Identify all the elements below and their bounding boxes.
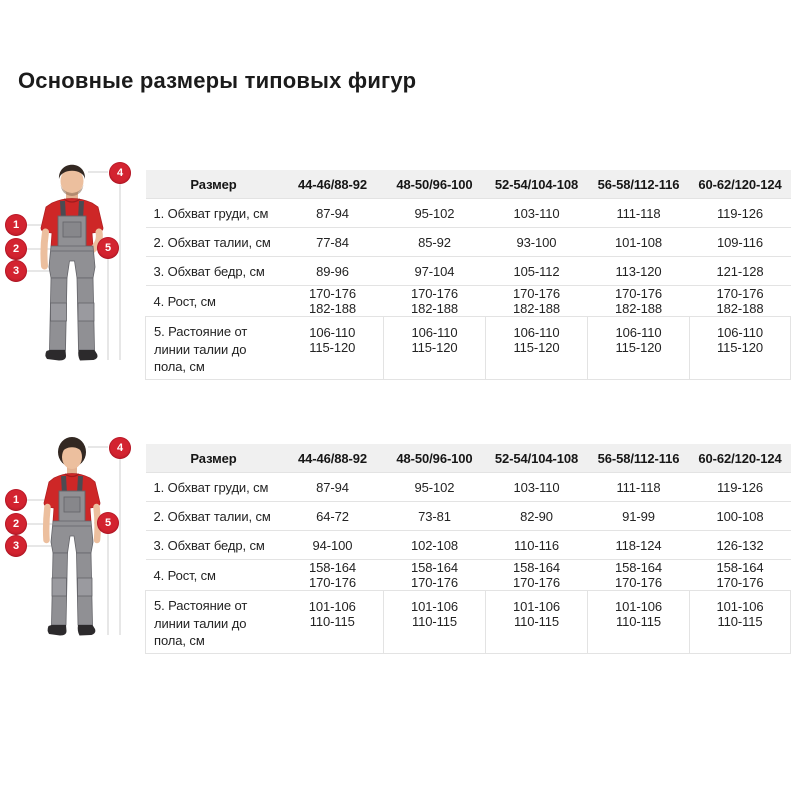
table-row	[146, 591, 791, 654]
size-column-header: 60-62/120-124	[690, 444, 791, 473]
callout-badge-3: 3	[5, 535, 27, 557]
table-row	[146, 502, 791, 531]
size-column-header: 48-50/96-100	[384, 444, 486, 473]
page-title: Основные размеры типовых фигур	[18, 68, 417, 93]
size-header-label: Размер	[146, 170, 282, 199]
size-cell: 82-90	[486, 502, 588, 531]
table-row	[146, 531, 791, 560]
size-cell: 89-96	[282, 257, 384, 286]
size-cell: 97-104	[384, 257, 486, 286]
size-header-label: Размер	[146, 444, 282, 473]
man-figure	[41, 165, 103, 361]
size-cell: 85-92	[384, 228, 486, 257]
size-cell: 105-112	[486, 257, 588, 286]
size-cell: 118-124	[588, 531, 690, 560]
size-cell: 158-164170-176	[486, 560, 588, 591]
size-cell: 106-110115-120	[282, 317, 384, 380]
row-label: 3. Обхват бедр, см	[146, 531, 282, 560]
size-cell: 87-94	[282, 199, 384, 228]
callout-badge-4: 4	[109, 162, 131, 184]
callout-badge-1: 1	[5, 489, 27, 511]
row-label: 5. Растояние от линии талии до пола, см	[146, 591, 282, 654]
size-cell: 64-72	[282, 502, 384, 531]
table-row	[146, 473, 791, 502]
size-cell: 170-176182-188	[690, 286, 791, 317]
size-cell: 101-106110-115	[690, 591, 791, 654]
size-cell: 87-94	[282, 473, 384, 502]
callout-badge-2: 2	[5, 513, 27, 535]
size-cell: 103-110	[486, 473, 588, 502]
table-row	[146, 228, 791, 257]
size-cell: 111-118	[588, 473, 690, 502]
size-cell: 101-106110-115	[282, 591, 384, 654]
size-column-header: 48-50/96-100	[384, 170, 486, 199]
size-cell: 158-164170-176	[690, 560, 791, 591]
table-row	[146, 286, 791, 317]
table-row	[146, 199, 791, 228]
callout-badge-3: 3	[5, 260, 27, 282]
size-cell: 77-84	[282, 228, 384, 257]
size-column-header: 60-62/120-124	[690, 170, 791, 199]
callout-badge-2: 2	[5, 238, 27, 260]
size-cell: 106-110115-120	[690, 317, 791, 380]
size-column-header: 52-54/104-108	[486, 444, 588, 473]
callout-badge-1: 1	[5, 214, 27, 236]
size-cell: 170-176182-188	[486, 286, 588, 317]
row-label: 1. Обхват груди, см	[146, 199, 282, 228]
size-cell: 91-99	[588, 502, 690, 531]
table-row	[146, 257, 791, 286]
woman-figure	[44, 437, 100, 636]
size-cell: 73-81	[384, 502, 486, 531]
size-column-header: 56-58/112-116	[588, 444, 690, 473]
size-column-header: 44-46/88-92	[282, 444, 384, 473]
woman-figure-area	[0, 420, 145, 645]
size-cell: 110-116	[486, 531, 588, 560]
size-cell: 119-126	[690, 199, 791, 228]
size-cell: 102-108	[384, 531, 486, 560]
row-label: 4. Рост, см	[146, 560, 282, 591]
women-size-table	[145, 444, 791, 654]
size-cell: 100-108	[690, 502, 791, 531]
table-row	[146, 560, 791, 591]
size-cell: 158-164170-176	[384, 560, 486, 591]
size-cell: 121-128	[690, 257, 791, 286]
size-cell: 93-100	[486, 228, 588, 257]
size-cell: 109-116	[690, 228, 791, 257]
size-cell: 106-110115-120	[384, 317, 486, 380]
size-cell: 126-132	[690, 531, 791, 560]
row-label: 2. Обхват талии, см	[146, 502, 282, 531]
size-cell: 158-164170-176	[588, 560, 690, 591]
size-cell: 170-176182-188	[384, 286, 486, 317]
size-cell: 101-106110-115	[588, 591, 690, 654]
man-figure-area	[0, 145, 145, 370]
size-cell: 101-108	[588, 228, 690, 257]
row-label: 5. Растояние от линии талии до пола, см	[146, 317, 282, 380]
size-column-header: 52-54/104-108	[486, 170, 588, 199]
callout-badge-5: 5	[97, 237, 119, 259]
row-label: 2. Обхват талии, см	[146, 228, 282, 257]
size-cell: 111-118	[588, 199, 690, 228]
size-cell: 119-126	[690, 473, 791, 502]
size-cell: 158-164170-176	[282, 560, 384, 591]
row-label: 4. Рост, см	[146, 286, 282, 317]
table-row	[146, 317, 791, 380]
row-label: 3. Обхват бедр, см	[146, 257, 282, 286]
size-column-header: 56-58/112-116	[588, 170, 690, 199]
size-cell: 94-100	[282, 531, 384, 560]
size-cell: 103-110	[486, 199, 588, 228]
callout-badge-4: 4	[109, 437, 131, 459]
size-cell: 106-110115-120	[486, 317, 588, 380]
men-size-table	[145, 170, 791, 380]
size-cell: 170-176182-188	[588, 286, 690, 317]
size-cell: 106-110115-120	[588, 317, 690, 380]
size-cell: 113-120	[588, 257, 690, 286]
size-column-header: 44-46/88-92	[282, 170, 384, 199]
row-label: 1. Обхват груди, см	[146, 473, 282, 502]
size-cell: 95-102	[384, 199, 486, 228]
size-cell: 95-102	[384, 473, 486, 502]
size-cell: 170-176182-188	[282, 286, 384, 317]
callout-badge-5: 5	[97, 512, 119, 534]
size-cell: 101-106110-115	[384, 591, 486, 654]
size-cell: 101-106110-115	[486, 591, 588, 654]
